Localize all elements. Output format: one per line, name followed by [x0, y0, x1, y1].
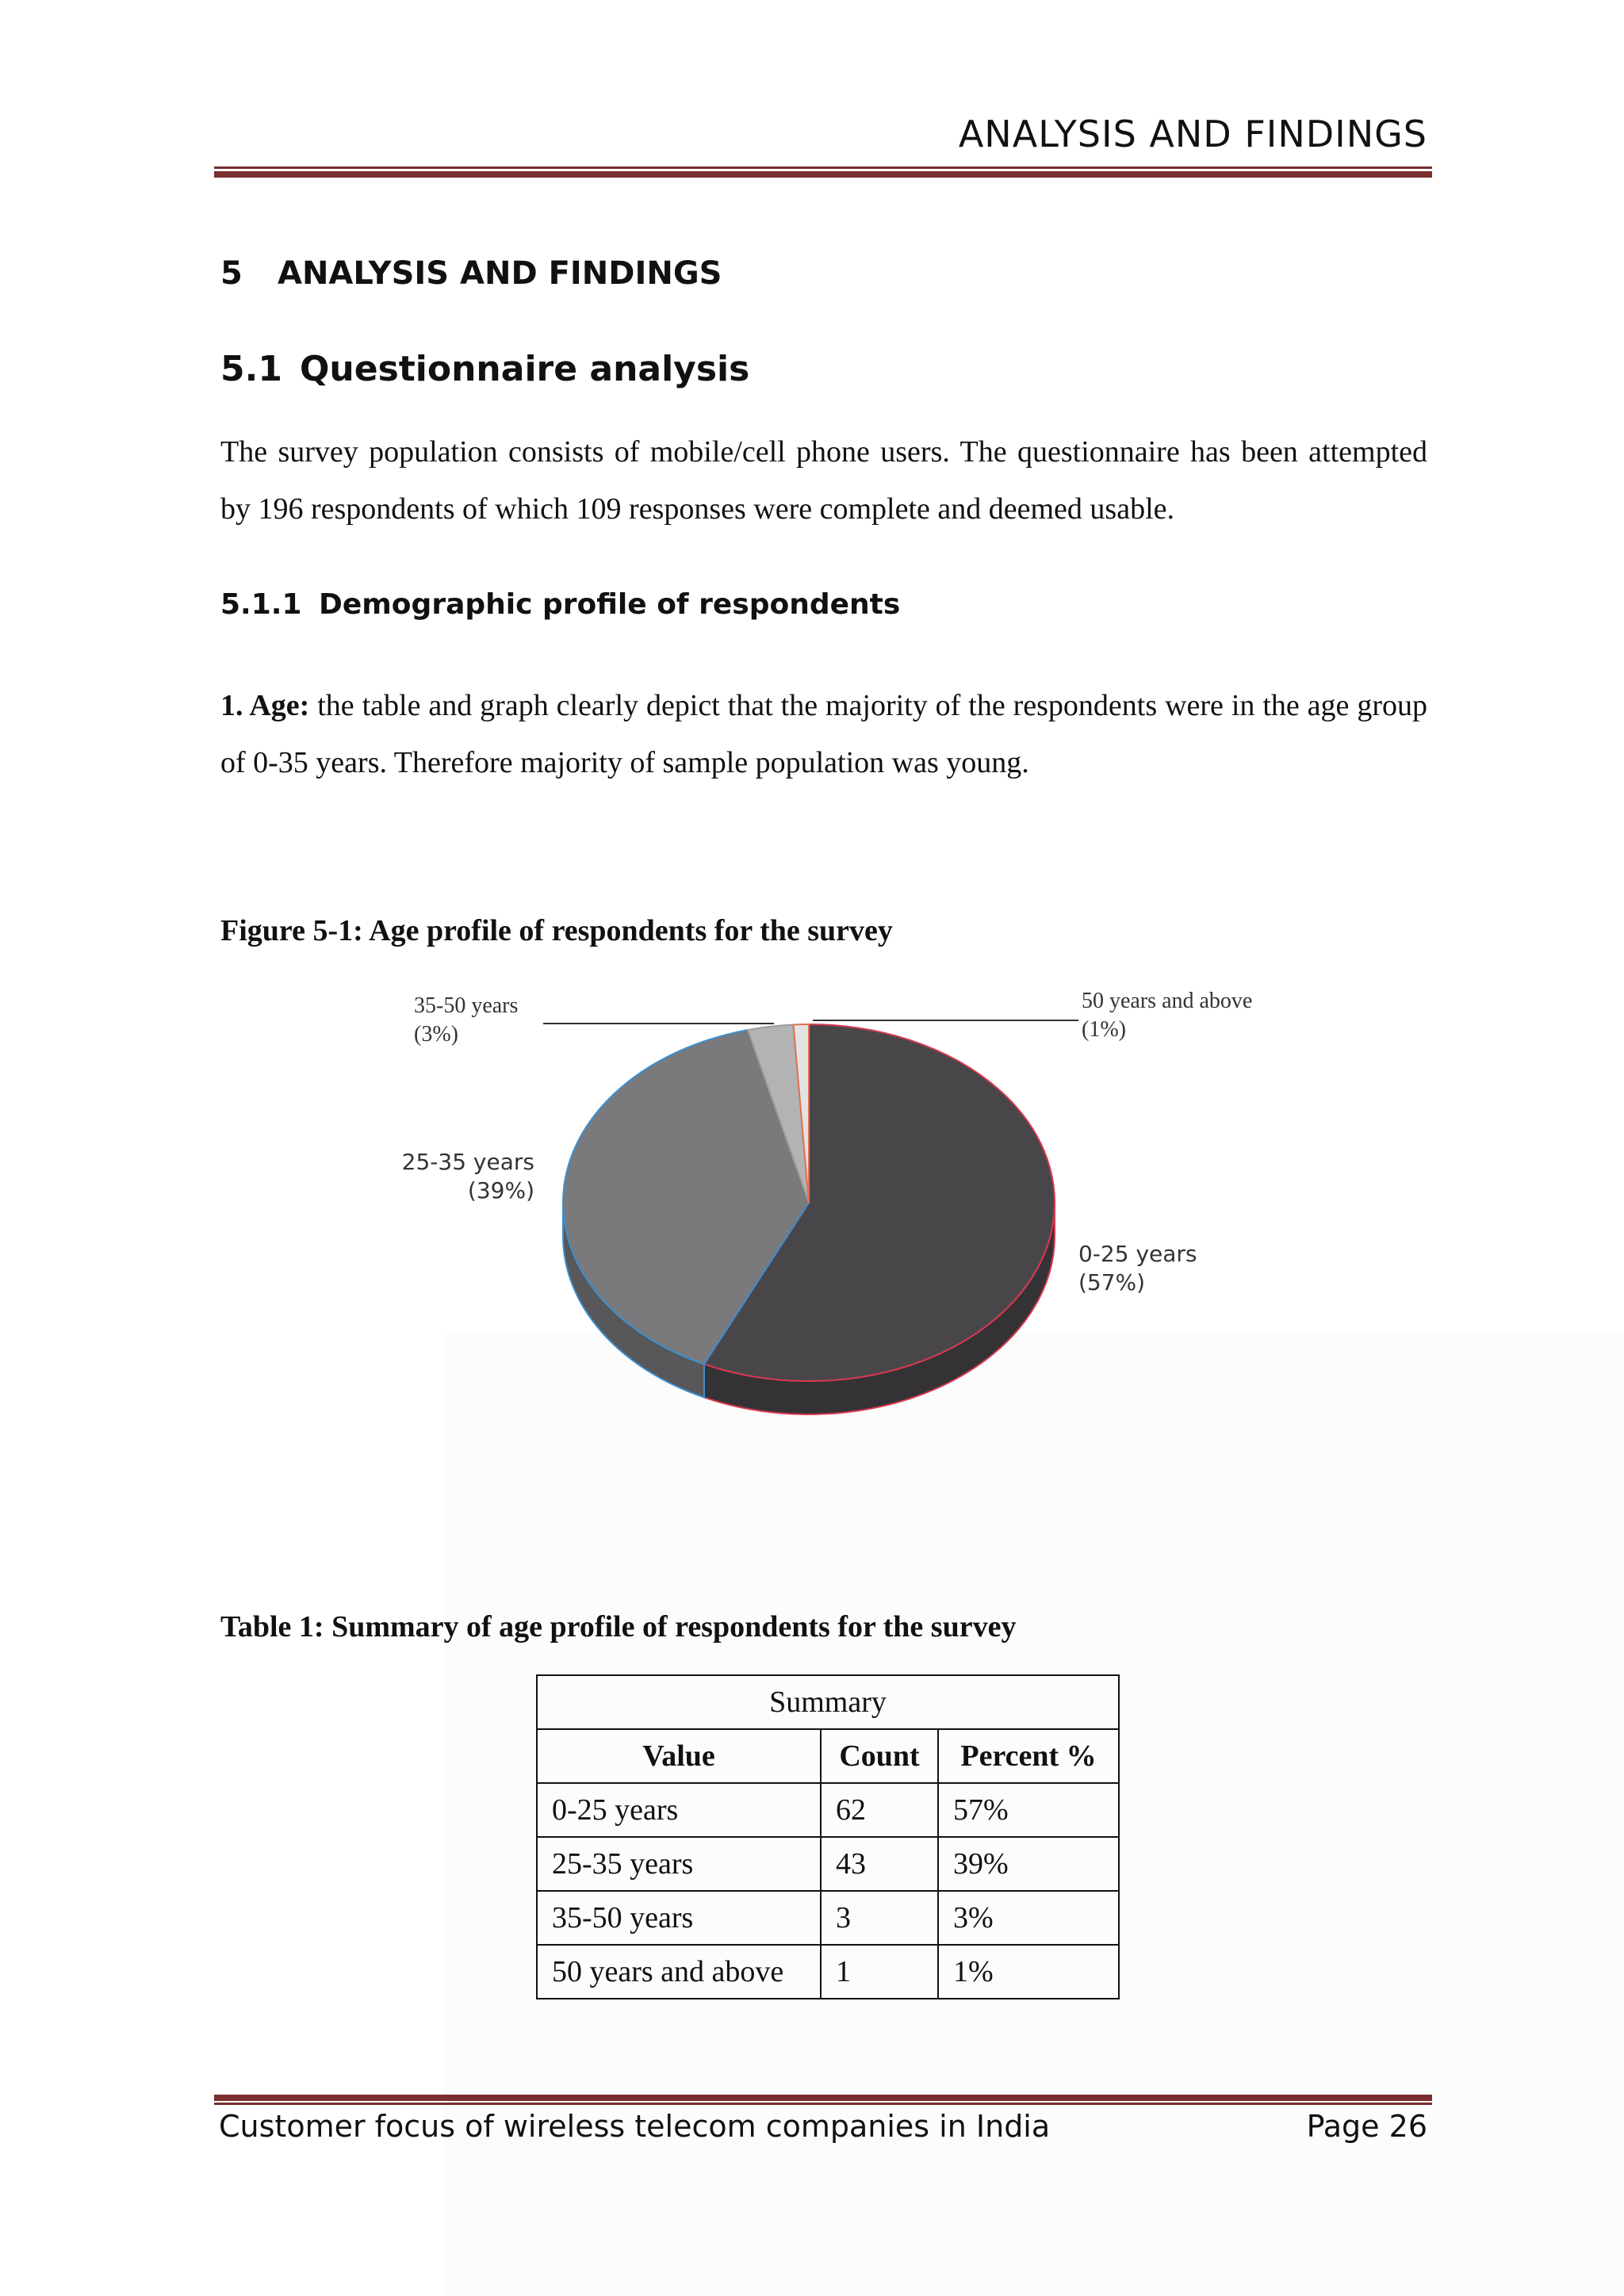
svg-text:35-50 years: 35-50 years	[414, 993, 519, 1018]
table-cell: 50 years and above	[537, 1945, 821, 1999]
table-title-row	[537, 1675, 1119, 1729]
table-cell: 57%	[938, 1783, 1119, 1837]
age-paragraph	[220, 677, 1427, 791]
header-rule-thick	[214, 171, 1432, 178]
svg-text:25-35 years: 25-35 years	[401, 1149, 534, 1175]
header-percent: Percent %	[938, 1729, 1119, 1783]
table-row	[537, 1891, 1119, 1945]
section-title: ANALYSIS AND FINDINGS	[278, 255, 722, 292]
pie-label-2	[414, 993, 518, 1047]
table-cell: 25-35 years	[537, 1837, 821, 1891]
page-number: Page 26	[1306, 2109, 1427, 2144]
table-caption: Table 1: Summary of age profile of respondents for the survey	[220, 1610, 1017, 1644]
figure-caption: Figure 5-1: Age profile of respondents for the survey	[220, 914, 893, 947]
summary-table	[536, 1674, 1120, 1999]
header-count: Count	[821, 1729, 938, 1783]
running-header: ANALYSIS AND FINDINGS	[958, 113, 1427, 155]
age-pie-chart	[396, 971, 1285, 1463]
header-value: Value	[537, 1729, 821, 1783]
section-number: 5	[220, 255, 243, 292]
table-title: Summary	[537, 1675, 1119, 1729]
age-text: the table and graph clearly depict that the majority of the respondents were in the age group of 0-35 years. Therefore majority of sample population was young.	[220, 689, 1428, 779]
footer-rule-thin	[214, 2103, 1432, 2105]
table-row	[537, 1837, 1119, 1891]
intro-paragraph: The survey population consists of mobile/cell phone users. The questionnaire has been attempted by 196 respondents of which 109 responses were complete and deemed usable.	[220, 435, 1427, 526]
table-cell: 43	[821, 1837, 938, 1891]
subsection-title: Questionnaire analysis	[300, 349, 750, 389]
subsection-heading	[220, 349, 749, 389]
table-cell: 1	[821, 1945, 938, 1999]
svg-text:50 years and above: 50 years and above	[1082, 989, 1253, 1013]
table-cell: 62	[821, 1783, 938, 1837]
age-lead: 1. Age:	[220, 689, 310, 722]
table-row	[537, 1945, 1119, 1999]
svg-text:(57%): (57%)	[1078, 1269, 1146, 1295]
table-header-row	[537, 1729, 1119, 1783]
pie-label-0	[1078, 1241, 1197, 1295]
table-cell: 3	[821, 1891, 938, 1945]
svg-text:(39%): (39%)	[467, 1177, 534, 1203]
subsubsection-number: 5.1.1	[220, 588, 302, 621]
svg-text:(1%): (1%)	[1082, 1017, 1126, 1042]
pie-label-1	[402, 1149, 534, 1203]
table-cell: 0-25 years	[537, 1783, 821, 1837]
pie-label-3	[1082, 989, 1252, 1042]
table-cell: 35-50 years	[537, 1891, 821, 1945]
header-rule-thin	[214, 166, 1432, 169]
subsubsection-heading	[220, 588, 900, 621]
footer-title: Customer focus of wireless telecom companies in India	[219, 2109, 1051, 2144]
table-cell: 39%	[938, 1837, 1119, 1891]
footer-rule-thick	[214, 2095, 1432, 2101]
subsection-number: 5.1	[220, 349, 282, 389]
svg-text:(3%): (3%)	[414, 1022, 458, 1047]
table-cell: 3%	[938, 1891, 1119, 1945]
table-cell: 1%	[938, 1945, 1119, 1999]
table-row	[537, 1783, 1119, 1837]
section-heading	[220, 255, 722, 292]
svg-text:0-25 years: 0-25 years	[1078, 1241, 1197, 1267]
subsubsection-title: Demographic profile of respondents	[319, 588, 901, 621]
